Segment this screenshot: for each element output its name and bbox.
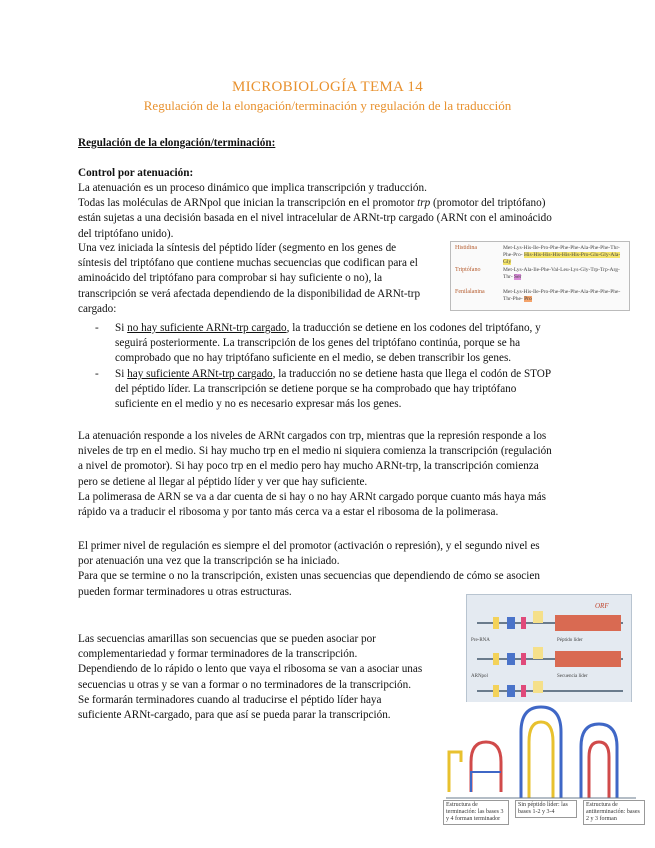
- figure-caption: Sin péptido líder: las bases 1-2 y 3-4: [515, 800, 577, 818]
- p2-line: transcripción se verá afectada dependiendo de la disponibilidad de ARNt-trp: [78, 287, 421, 300]
- section-heading: Regulación de la elongación/terminación:: [78, 137, 276, 149]
- paragraph-1: [78, 181, 638, 242]
- sequence-text: Met-Lys-His-Ile-Pro-Phe-Phe-Phe-Ala-Phe-Phe-Phe-Thr-Phe- Pro: [503, 289, 621, 302]
- sequence-text: Met-Lys-His-Ile-Pro-Phe-Phe-Phe-Ala-Phe-Phe-Thr-Phe-Pro- His-His-His-His-His-His-Pro-Glu-Gly-Ala-Gly: [503, 245, 621, 265]
- paragraph-5: Las secuencias amarillas son secuencias que se pueden asociar por complementariedad y formar terminadores de la transcripción. Dependiendo de lo rápido o lento que vaya el ribosoma se van a asociar unas secuencias u otras y se van a formar o no terminadores de la transcripción. Se formarán terminadores cuando al traducirse el péptido líder haya suficiente ARNt-cargado, para que así se pueda parar la transcripción.: [78, 633, 423, 722]
- paragraph-3: La atenuación responde a los niveles de ARNt cargados con trp, mientras que la represión responde a los niveles de trp en el medio. Si hay mucho trp en el medio ni siquiera comienza la transcripción (regulación a nivel de promotor). Si hay poco trp en el medio pero hay mucho ARNt-trp, la transcripción comienza pero se detiene al llegar al péptido líder y ver que hay suficiente. La polimerasa de ARN se va a dar cuenta de si hay o no hay ARNt cargado porque cuanto más haya más rápido va a traducir el ribosoma y por tanto más cerca va a estar el ribosoma de la polimerasa.: [78, 430, 552, 519]
- panel-label: Secuencia líder: [557, 674, 588, 679]
- paragraph-4: El primer nivel de regulación es siempre el del promotor (activación o represión), y el segundo nivel es por atenuación una vez que la transcripción se ha iniciado. Para que se termine o no la transcripción, existen unas secuencias que dependiendo de cómo se asocien pueden formar terminadores u otras estructuras.: [78, 540, 540, 598]
- document-subtitle: Regulación de la elongación/terminación y regulación de la traducción: [143, 98, 512, 113]
- bullet-dash: -: [95, 368, 99, 380]
- figure-caption: Estructura de antiterminación: bases 2 y 3 forman: [583, 800, 645, 825]
- p2-line: síntesis del triptófano que contiene muchas secuencias que codifican para el: [78, 257, 418, 270]
- sequence-label: Fenilalanina: [455, 289, 485, 295]
- p2-line: Una vez iniciada la síntesis del péptido líder (segmento en los genes de: [78, 242, 397, 254]
- bullet-dash: -: [95, 322, 99, 334]
- paragraph-2: [78, 241, 458, 317]
- p2-line: cargado:: [78, 302, 117, 315]
- sequence-label: Triptófano: [455, 267, 481, 273]
- panel-label: Péptido líder: [557, 638, 583, 643]
- p2-line: aminoácido del triptófano para comprobar si hay suficiente o no), la: [78, 272, 383, 285]
- p1-line: La atenuación es un proceso dinámico que implica transcripción y traducción.: [78, 182, 427, 194]
- panel-label: Pre-RNA: [471, 638, 490, 643]
- bullet-text: Si no hay suficiente ARNt-trp cargado, la traducción se detiene en los codones del triptófano, y seguirá posteriormente. La transcripción de los genes del triptófano continúa, porque se ha comprobado que no hay triptófano suficiente en el medio, se deben transcribir los genes.: [115, 322, 541, 365]
- figure-caption: Estructura de terminación: las bases 3 y 4 forman terminador: [443, 800, 509, 825]
- operon-diagram-figure: [466, 594, 632, 704]
- p1-line: Todas las moléculas de ARNpol que inician la transcripción en el promotor trp (promotor del triptófano): [78, 197, 546, 210]
- sequence-label: Histidina: [455, 245, 477, 251]
- p1-line: del triptófano unido).: [78, 227, 174, 240]
- bullet-item-suficiente: [95, 367, 575, 412]
- stem-loop-figure: [441, 702, 643, 829]
- bullet-text: Si hay suficiente ARNt-trp cargado, la traducción no se detiene hasta que llega el codón de STOP del péptido líder. La transcripción se detiene porque se ha comprobado que hay triptófano suficiente en el medio y no es necesario expresar más los genes.: [115, 368, 552, 411]
- panel-label: ARNpol: [471, 674, 488, 679]
- document-title: MICROBIOLOGÍA TEMA 14: [231, 79, 424, 95]
- sequence-text: Met-Lys-Ala-Ile-Phe-Val-Leu-Lys-Gly-Trp-Trp-Arg-Thr- Ser: [503, 267, 620, 280]
- orf-label: ORF: [595, 602, 609, 610]
- subsection-heading: Control por atenuación:: [78, 167, 194, 179]
- amino-acid-sequence-figure: [450, 241, 630, 311]
- bullet-item-no-suficiente: [95, 321, 575, 366]
- p1-line: están sujetas a una decisión basada en el nivel intracelular de ARNt-trp cargado (ARNt con el aminoácido: [78, 212, 552, 225]
